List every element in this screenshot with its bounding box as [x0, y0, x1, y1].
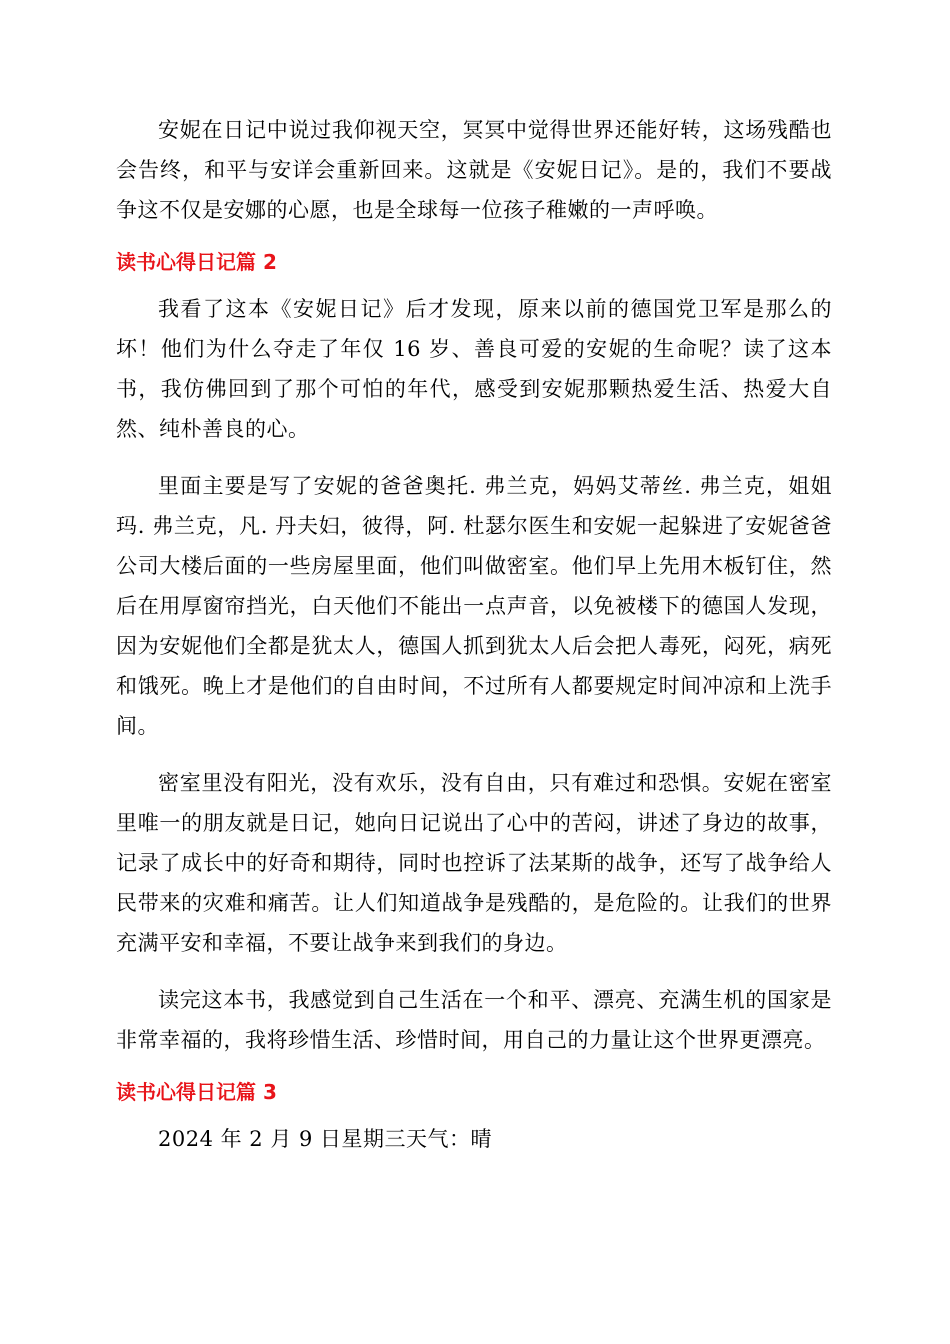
- section-heading-2: 读书心得日记篇 2: [116, 250, 277, 274]
- paragraph-reflection: 读完这本书，我感觉到自己生活在一个和平、漂亮、充满生机的国家是非常幸福的，我将珍惜生活、珍惜时间，用自己的力量让这个世界更漂亮。: [116, 988, 832, 1052]
- document-page: [116, 110, 832, 1159]
- section-heading-3: 读书心得日记篇 3: [116, 1080, 277, 1104]
- paragraph-annes-hope: 安妮在日记中说过我仰视天空，冥冥中觉得世界还能好转，这场残酷也会告终，和平与安详会重新回来。这就是《安妮日记》。是的，我们不要战争这不仅是安娜的心愿，也是全球每一位孩子稚嫩的一声呼唤。: [116, 118, 832, 222]
- paragraph-discovery: 我看了这本《安妮日记》后才发现，原来以前的德国党卫军是那么的坏！他们为什么夺走了年仅 16 岁、善良可爱的安妮的生命呢？读了这本书，我仿佛回到了那个可怕的年代，感受到安妮那颗热爱生活、热爱大自然、纯朴善良的心。: [116, 297, 832, 441]
- paragraph-diary-date: 2024 年 2 月 9 日星期三天气：晴: [158, 1127, 493, 1151]
- paragraph-fear-and-diary: 密室里没有阳光，没有欢乐，没有自由，只有难过和恐惧。安妮在密室里唯一的朋友就是日记，她向日记说出了心中的苦闷，讲述了身边的故事，记录了成长中的好奇和期待，同时也控诉了法某斯的战争，还写了战争给人民带来的灾难和痛苦。让人们知道战争是残酷的，是危险的。让我们的世界充满平安和幸福，不要让战争来到我们的身边。: [116, 771, 832, 955]
- paragraph-secret-annex: 里面主要是写了安妮的爸爸奥托. 弗兰克，妈妈艾蒂丝. 弗兰克，姐姐玛. 弗兰克，凡. 丹夫妇，彼得，阿. 杜瑟尔医生和安妮一起躲进了安妮爸爸公司大楼后面的一些房屋里面，他们叫做密室。他们早上先用木板钉住，然后在用厚窗帘挡光，白天他们不能出一点声音，以免被楼下的德国人发现，因为安妮他们全都是犹太人，德国人抓到犹太人后会把人毒死，闷死，病死和饿死。晚上才是他们的自由时间，不过所有人都要规定时间冲凉和上洗手间。: [116, 474, 832, 738]
